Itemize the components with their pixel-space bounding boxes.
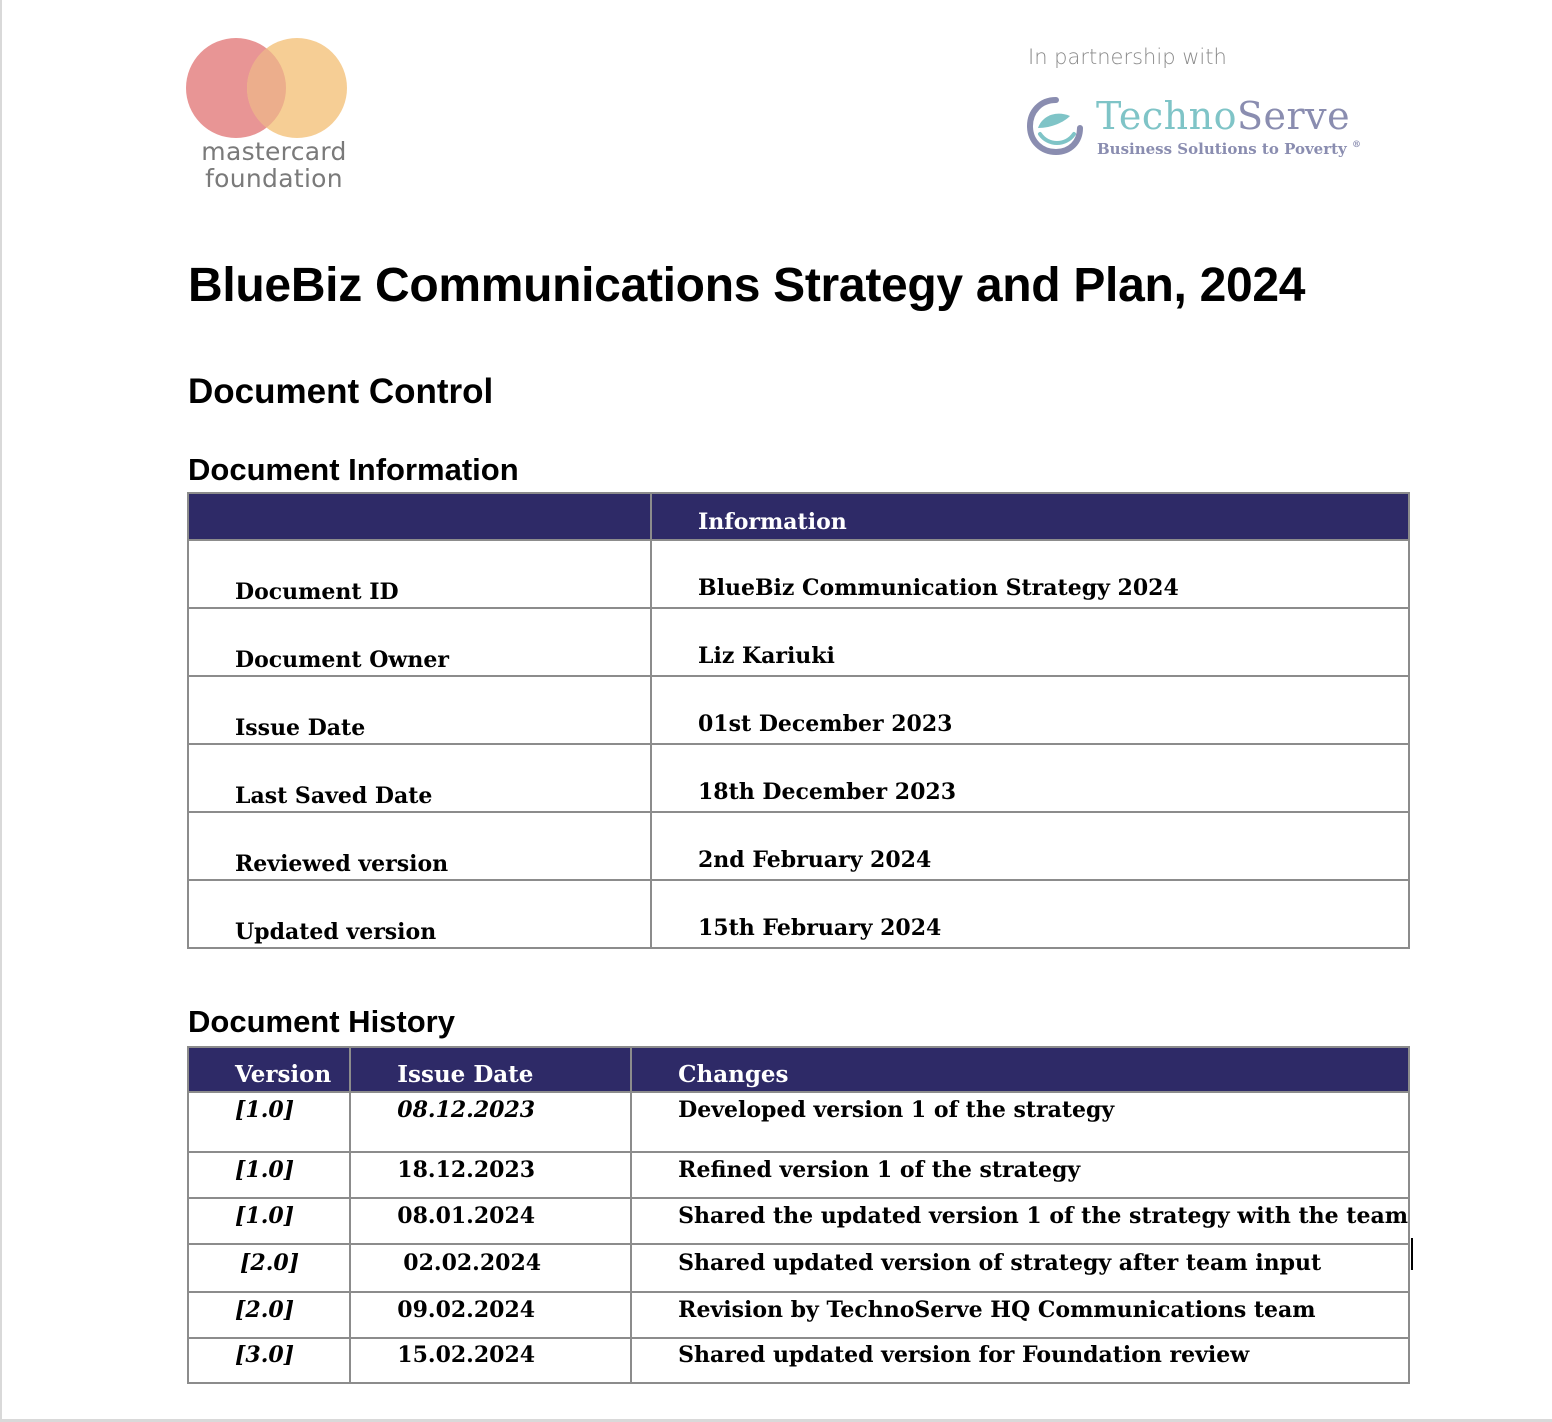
info-value: 18th December 2023 — [651, 744, 1409, 812]
info-label: Document Owner — [188, 608, 651, 676]
mastercard-circles-icon — [186, 38, 356, 138]
section-heading-document-information: Document Information — [188, 452, 519, 487]
technoserve-name-part1: Techno — [1096, 94, 1237, 138]
table-header-row — [188, 1047, 1409, 1092]
history-changes: Refined version 1 of the strategy — [631, 1152, 1409, 1198]
mastercard-line1: mastercard — [201, 137, 347, 166]
registered-mark: ® — [1352, 140, 1362, 150]
column-header-issue-date: Issue Date — [350, 1047, 631, 1092]
info-label: Reviewed version — [188, 812, 651, 880]
technoserve-logo — [1026, 94, 1366, 164]
technoserve-wordmark — [1096, 94, 1350, 138]
info-label: Last Saved Date — [188, 744, 651, 812]
table-row — [188, 880, 1409, 948]
mastercard-foundation-logo — [186, 38, 356, 198]
column-header-changes: Changes — [631, 1047, 1409, 1092]
history-date: 08.12.2023 — [350, 1092, 631, 1152]
table-row — [188, 1152, 1409, 1198]
table-row — [188, 812, 1409, 880]
column-header-version: Version — [188, 1047, 350, 1092]
technoserve-swirl-icon — [1026, 94, 1086, 158]
table-row — [188, 1244, 1409, 1292]
document-title: BlueBiz Communications Strategy and Plan, 2024 — [188, 259, 1306, 312]
history-date: 15.02.2024 — [350, 1338, 631, 1383]
technoserve-name-part2: Serve — [1237, 94, 1351, 138]
history-changes: Shared the updated version 1 of the strategy with the team — [631, 1198, 1409, 1244]
technoserve-tagline-row — [1097, 140, 1361, 158]
history-version: [1.0] — [188, 1198, 350, 1244]
info-value: 2nd February 2024 — [651, 812, 1409, 880]
table-header-cell — [188, 493, 651, 540]
history-changes: Shared updated version for Foundation review — [631, 1338, 1409, 1383]
info-value: 15th February 2024 — [651, 880, 1409, 948]
history-version: [3.0] — [188, 1338, 350, 1383]
table-row — [188, 1198, 1409, 1244]
mastercard-wordmark — [194, 138, 354, 192]
mastercard-line2: foundation — [205, 164, 343, 193]
table-row — [188, 608, 1409, 676]
table-row — [188, 1292, 1409, 1338]
history-version: [1.0] — [188, 1152, 350, 1198]
history-date: 18.12.2023 — [350, 1152, 631, 1198]
info-value: Liz Kariuki — [651, 608, 1409, 676]
history-version: [2.0] — [188, 1244, 350, 1292]
table-row — [188, 744, 1409, 812]
technoserve-tagline: Business Solutions to Poverty — [1097, 140, 1347, 158]
table-row — [188, 1338, 1409, 1383]
table-header-cell: Information — [651, 493, 1409, 540]
info-label: Updated version — [188, 880, 651, 948]
info-label: Document ID — [188, 540, 651, 608]
info-value: 01st December 2023 — [651, 676, 1409, 744]
table-row — [188, 540, 1409, 608]
document-information-table — [187, 492, 1410, 949]
history-version: [2.0] — [188, 1292, 350, 1338]
history-date: 02.02.2024 — [350, 1244, 631, 1292]
page-edge — [0, 0, 2, 1422]
info-value: BlueBiz Communication Strategy 2024 — [651, 540, 1409, 608]
partner-label: In partnership with — [1028, 45, 1227, 69]
history-version: [1.0] — [188, 1092, 350, 1152]
text-cursor — [1411, 1238, 1413, 1270]
table-row — [188, 1092, 1409, 1152]
section-heading-document-control: Document Control — [188, 372, 494, 411]
history-date: 09.02.2024 — [350, 1292, 631, 1338]
history-changes: Revision by TechnoServe HQ Communications team — [631, 1292, 1409, 1338]
table-header-row — [188, 493, 1409, 540]
table-row — [188, 676, 1409, 744]
section-heading-document-history: Document History — [188, 1004, 455, 1039]
history-changes: Developed version 1 of the strategy — [631, 1092, 1409, 1152]
document-history-table — [187, 1046, 1410, 1384]
history-changes: Shared updated version of strategy after team input — [631, 1244, 1409, 1292]
history-date: 08.01.2024 — [350, 1198, 631, 1244]
info-label: Issue Date — [188, 676, 651, 744]
